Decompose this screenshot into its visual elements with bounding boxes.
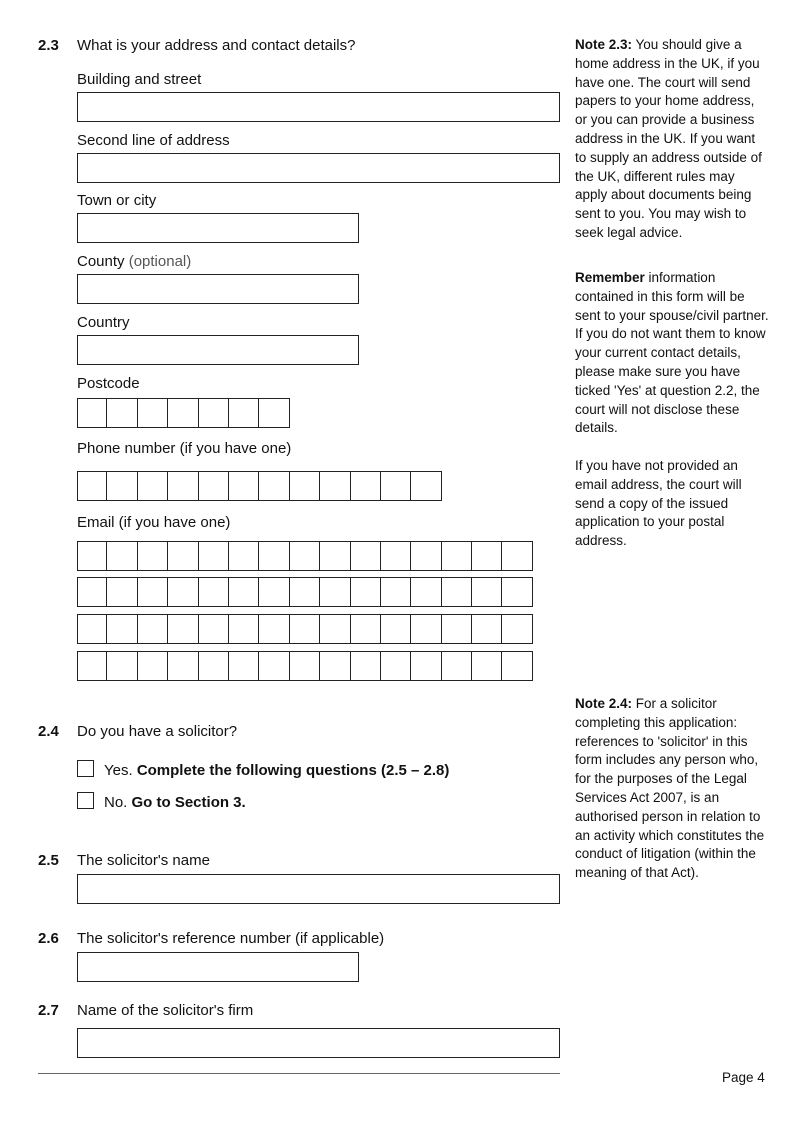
char-box[interactable] [502, 577, 532, 607]
no-checkbox[interactable] [77, 792, 94, 809]
no-label: No. [104, 794, 128, 811]
char-box[interactable] [168, 651, 198, 681]
question-text: The solicitor's reference number (if applicable) [77, 930, 385, 947]
note-text: For a solicitor completing this application: references to 'solicitor' in this form includes any person who, for the purposes of the Legal Services Act 2007, is an authorised person in relation to an activity which constitutes the conduct of litigation (within the meaning of that Act). [575, 696, 765, 881]
optional-tag: (optional) [128, 253, 192, 270]
email-label: Email (if you have one) [77, 514, 231, 531]
char-box[interactable] [290, 541, 320, 571]
char-box[interactable] [138, 398, 168, 428]
char-box[interactable] [138, 577, 168, 607]
email-input-row[interactable] [77, 577, 533, 607]
char-box[interactable] [411, 471, 441, 501]
note-email: If you have not provided an email address, the court will send a copy of the issued application to your postal address. [575, 458, 742, 549]
char-box[interactable] [290, 614, 320, 644]
char-box[interactable] [77, 651, 107, 681]
question-number: 2.4 [38, 723, 59, 740]
char-box[interactable] [229, 471, 259, 501]
char-box[interactable] [138, 651, 168, 681]
char-box[interactable] [472, 651, 502, 681]
note-2-3 [575, 36, 770, 243]
question-text: Do you have a solicitor? [77, 723, 238, 740]
char-box[interactable] [259, 577, 289, 607]
note-lead: Note 2.4: [575, 696, 633, 711]
char-box[interactable] [502, 541, 532, 571]
char-box[interactable] [442, 577, 472, 607]
char-box[interactable] [138, 471, 168, 501]
postcode-label: Postcode [77, 375, 140, 392]
char-box[interactable] [77, 471, 107, 501]
building-street-input[interactable] [77, 92, 560, 122]
char-box[interactable] [290, 471, 320, 501]
char-box[interactable] [381, 577, 411, 607]
char-box[interactable] [381, 471, 411, 501]
char-box[interactable] [168, 614, 198, 644]
char-box[interactable] [107, 398, 137, 428]
postcode-input[interactable] [77, 398, 290, 428]
char-box[interactable] [259, 651, 289, 681]
char-box[interactable] [168, 471, 198, 501]
char-box[interactable] [320, 614, 350, 644]
char-box[interactable] [351, 541, 381, 571]
question-number: 2.6 [38, 930, 59, 947]
email-input-row[interactable] [77, 541, 533, 571]
yes-label: Yes. [104, 762, 133, 779]
town-label: Town or city [77, 192, 157, 209]
char-box[interactable] [290, 651, 320, 681]
char-box[interactable] [290, 577, 320, 607]
phone-label: Phone number (if you have one) [77, 440, 292, 457]
char-box[interactable] [229, 651, 259, 681]
char-box[interactable] [502, 651, 532, 681]
town-input[interactable] [77, 213, 359, 243]
second-line-input[interactable] [77, 153, 560, 183]
char-box[interactable] [320, 471, 350, 501]
char-box[interactable] [381, 614, 411, 644]
country-input[interactable] [77, 335, 359, 365]
page-number: Page 4 [722, 1070, 765, 1085]
char-box[interactable] [199, 577, 229, 607]
solicitor-reference-input[interactable] [77, 952, 359, 982]
building-label: Building and street [77, 71, 202, 88]
char-box[interactable] [259, 398, 289, 428]
char-box[interactable] [107, 614, 137, 644]
county-label [77, 253, 191, 270]
char-box[interactable] [199, 614, 229, 644]
second-line-label: Second line of address [77, 132, 230, 149]
char-box[interactable] [168, 398, 198, 428]
question-text: The solicitor's name [77, 852, 210, 869]
yes-instruction: Complete the following questions (2.5 – 2.8) [136, 762, 450, 779]
solicitor-firm-input[interactable] [77, 1028, 560, 1058]
char-box[interactable] [107, 577, 137, 607]
char-box[interactable] [472, 577, 502, 607]
char-box[interactable] [77, 541, 107, 571]
question-number: 2.5 [38, 852, 59, 869]
char-box[interactable] [381, 541, 411, 571]
yes-option-label [104, 762, 449, 779]
char-box[interactable] [199, 471, 229, 501]
yes-checkbox[interactable] [77, 760, 94, 777]
note-lead: Note 2.3: [575, 37, 633, 52]
char-box[interactable] [259, 541, 289, 571]
char-box[interactable] [229, 541, 259, 571]
country-label: Country [77, 314, 130, 331]
char-box[interactable] [411, 541, 441, 571]
char-box[interactable] [77, 577, 107, 607]
note-text: You should give a home address in the UK, if you have one. The court will send papers to your home address, or you can provide a business address in the UK. If you want to supply an address outside of the UK, different rules may apply about documents being sent to you. You may wish to seek legal advice. [575, 37, 762, 240]
char-box[interactable] [411, 651, 441, 681]
char-box[interactable] [320, 651, 350, 681]
char-box[interactable] [138, 541, 168, 571]
footer-divider [38, 1073, 560, 1074]
county-input[interactable] [77, 274, 359, 304]
char-box[interactable] [107, 471, 137, 501]
char-box[interactable] [77, 398, 107, 428]
county-label-text: County [77, 253, 125, 270]
char-box[interactable] [351, 577, 381, 607]
char-box[interactable] [259, 471, 289, 501]
char-box[interactable] [472, 541, 502, 571]
char-box[interactable] [320, 541, 350, 571]
note-remember [575, 269, 770, 438]
note-2-4 [575, 695, 770, 883]
char-box[interactable] [77, 614, 107, 644]
question-text: What is your address and contact details? [77, 37, 356, 54]
char-box[interactable] [502, 614, 532, 644]
char-box[interactable] [472, 614, 502, 644]
remember-lead: Remember [575, 270, 645, 285]
char-box[interactable] [229, 398, 259, 428]
question-text: Name of the solicitor's firm [77, 1002, 254, 1019]
char-box[interactable] [381, 651, 411, 681]
char-box[interactable] [411, 614, 441, 644]
char-box[interactable] [229, 614, 259, 644]
email-input-row[interactable] [77, 614, 533, 644]
phone-input[interactable] [77, 471, 442, 501]
char-box[interactable] [199, 651, 229, 681]
solicitor-name-input[interactable] [77, 874, 560, 904]
char-box[interactable] [351, 651, 381, 681]
char-box[interactable] [320, 577, 350, 607]
remember-text: information contained in this form will be sent to your spouse/civil partner. If you do not want them to know your current contact details, please make sure you have ticked 'Yes' at question 2.2, the court will not disclose these details. [575, 270, 769, 436]
char-box[interactable] [168, 577, 198, 607]
char-box[interactable] [351, 471, 381, 501]
no-instruction: Go to Section 3. [131, 794, 246, 811]
char-box[interactable] [199, 398, 229, 428]
no-option-label [104, 794, 246, 811]
char-box[interactable] [138, 614, 168, 644]
char-box[interactable] [351, 614, 381, 644]
char-box[interactable] [442, 541, 472, 571]
char-box[interactable] [259, 614, 289, 644]
char-box[interactable] [442, 651, 472, 681]
question-number: 2.3 [38, 37, 59, 54]
char-box[interactable] [229, 577, 259, 607]
email-input-row[interactable] [77, 651, 533, 681]
char-box[interactable] [442, 614, 472, 644]
char-box[interactable] [199, 541, 229, 571]
char-box[interactable] [168, 541, 198, 571]
question-number: 2.7 [38, 1002, 59, 1019]
char-box[interactable] [411, 577, 441, 607]
char-box[interactable] [107, 651, 137, 681]
char-box[interactable] [107, 541, 137, 571]
